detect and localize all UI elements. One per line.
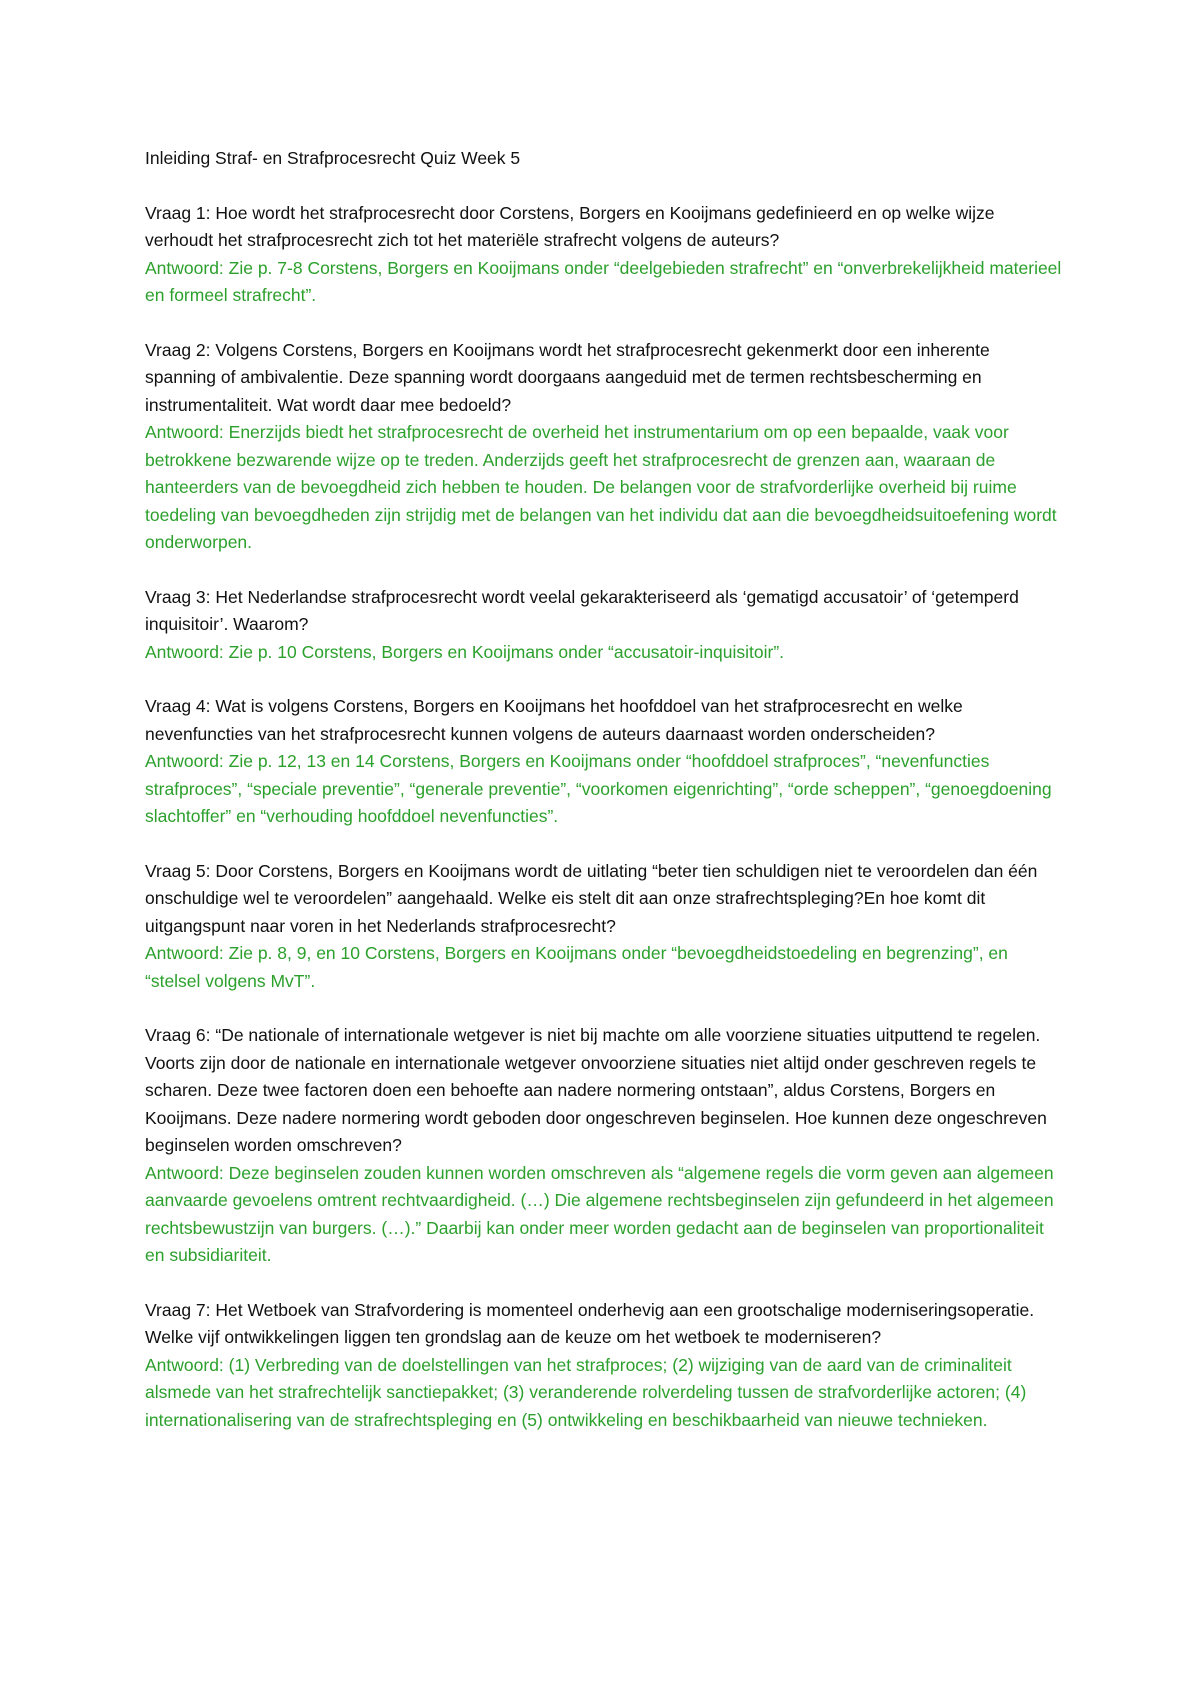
answer-2: Antwoord: Enerzijds biedt het strafprocesrecht de overheid het instrumentarium om op een bepaalde, vaak voor betrokkene bezwarende wijze op te treden. Anderzijds geeft het strafprocesrecht de grenzen aan, waaraan de hanteerders van de bevoegdheid zich hebben te houden. De belangen voor de strafvorderlijke overheid bij ruime toedeling van bevoegdheden zijn strijdig met de belangen van het individu dat aan die bevoegdheidsuitoefening wordt onderworpen. bbox=[145, 422, 1057, 552]
question-3: Vraag 3: Het Nederlandse strafprocesrecht wordt veelal gekarakteriseerd als ‘gematigd accusatoir’ of ‘getemperd inquisitoir’. Waarom? bbox=[145, 586, 1019, 634]
qa-item-2 bbox=[145, 337, 1065, 557]
qa-item-5 bbox=[145, 858, 1065, 996]
qa-item-7 bbox=[145, 1297, 1065, 1435]
question-6: Vraag 6: “De nationale of internationale wetgever is niet bij machte om alle voorziene situaties uitputtend te regelen. Voorts zijn door de nationale en internationale wetgever onvoorziene situaties niet altijd onder geschreven regels te scharen. Deze twee factoren doen een behoefte aan nadere normering ontstaan”, aldus Corstens, Borgers en Kooijmans. Deze nadere normering wordt geboden door ongeschreven beginselen. Hoe kunnen deze ongeschreven beginselen worden omschreven? bbox=[145, 1025, 1047, 1155]
answer-5: Antwoord: Zie p. 8, 9, en 10 Corstens, Borgers en Kooijmans onder “bevoegdheidstoedeling en begrenzing”, en “stelsel volgens MvT”. bbox=[145, 943, 1008, 991]
question-2: Vraag 2: Volgens Corstens, Borgers en Kooijmans wordt het strafprocesrecht gekenmerkt door een inherente spanning of ambivalentie. Deze spanning wordt doorgaans aangeduid met de termen rechtsbescherming en instrumentaliteit. Wat wordt daar mee bedoeld? bbox=[145, 339, 990, 415]
document-title: Inleiding Straf- en Strafprocesrecht Quiz Week 5 bbox=[145, 148, 521, 168]
question-5: Vraag 5: Door Corstens, Borgers en Kooijmans wordt de uitlating “beter tien schuldigen niet te veroordelen dan één onschuldige wel te veroordelen” aangehaald. Welke eis stelt dit aan onze strafrechtspleging?En hoe komt dit uitgangspunt naar voren in het Nederlands strafprocesrecht? bbox=[145, 860, 1038, 936]
qa-item-1 bbox=[145, 200, 1065, 310]
question-7: Vraag 7: Het Wetboek van Strafvordering is momenteel onderhevig aan een grootschalige moderniseringsoperatie. Welke vijf ontwikkelingen liggen ten grondslag aan de keuze om het wetboek te moderniseren? bbox=[145, 1299, 1035, 1347]
document-content bbox=[145, 145, 1065, 1461]
answer-6: Antwoord: Deze beginselen zouden kunnen worden omschreven als “algemene regels die vorm geven aan algemeen aanvaarde gevoelens omtrent rechtvaardigheid. (…) Die algemene rechtsbeginselen zijn gefundeerd in het algemeen rechtsbewustzijn van burgers. (…).” Daarbij kan onder meer worden gedacht aan de beginselen van proportionaliteit en subsidiariteit. bbox=[145, 1162, 1054, 1265]
answer-3: Antwoord: Zie p. 10 Corstens, Borgers en Kooijmans onder “accusatoir-inquisitoir”. bbox=[145, 641, 785, 662]
qa-item-4 bbox=[145, 693, 1065, 831]
answer-4: Antwoord: Zie p. 12, 13 en 14 Corstens, Borgers en Kooijmans onder “hoofddoel strafproces”, “nevenfuncties strafproces”, “speciale preventie”, “generale preventie”, “voorkomen eigenrichting”, “orde scheppen”, “genoegdoening slachtoffer” en “verhouding hoofddoel nevenfuncties”. bbox=[145, 751, 1052, 826]
answer-7: Antwoord: (1) Verbreding van de doelstellingen van het strafproces; (2) wijziging van de aard van de criminaliteit alsmede van het strafrechtelijk sanctiepakket; (3) veranderende rolverdeling tussen de strafvorderlijke actoren; (4) internationalisering van de strafrechtspleging en (5) ontwikkeling en beschikbaarheid van nieuwe technieken. bbox=[145, 1354, 1027, 1430]
question-1: Vraag 1: Hoe wordt het strafprocesrecht door Corstens, Borgers en Kooijmans gedefinieerd en op welke wijze verhoudt het strafprocesrecht zich tot het materiële strafrecht volgens de auteurs? bbox=[145, 202, 995, 250]
qa-item-3 bbox=[145, 584, 1065, 667]
question-4: Vraag 4: Wat is volgens Corstens, Borgers en Kooijmans het hoofddoel van het strafprocesrecht en welke nevenfuncties van het strafprocesrecht kunnen volgens de auteurs daarnaast worden onderscheiden? bbox=[145, 696, 963, 744]
answer-1: Antwoord: Zie p. 7-8 Corstens, Borgers en Kooijmans onder “deelgebieden strafrecht” en “onverbrekelijkheid materieel en formeel strafrecht”. bbox=[145, 257, 1062, 305]
qa-item-6 bbox=[145, 1022, 1065, 1270]
